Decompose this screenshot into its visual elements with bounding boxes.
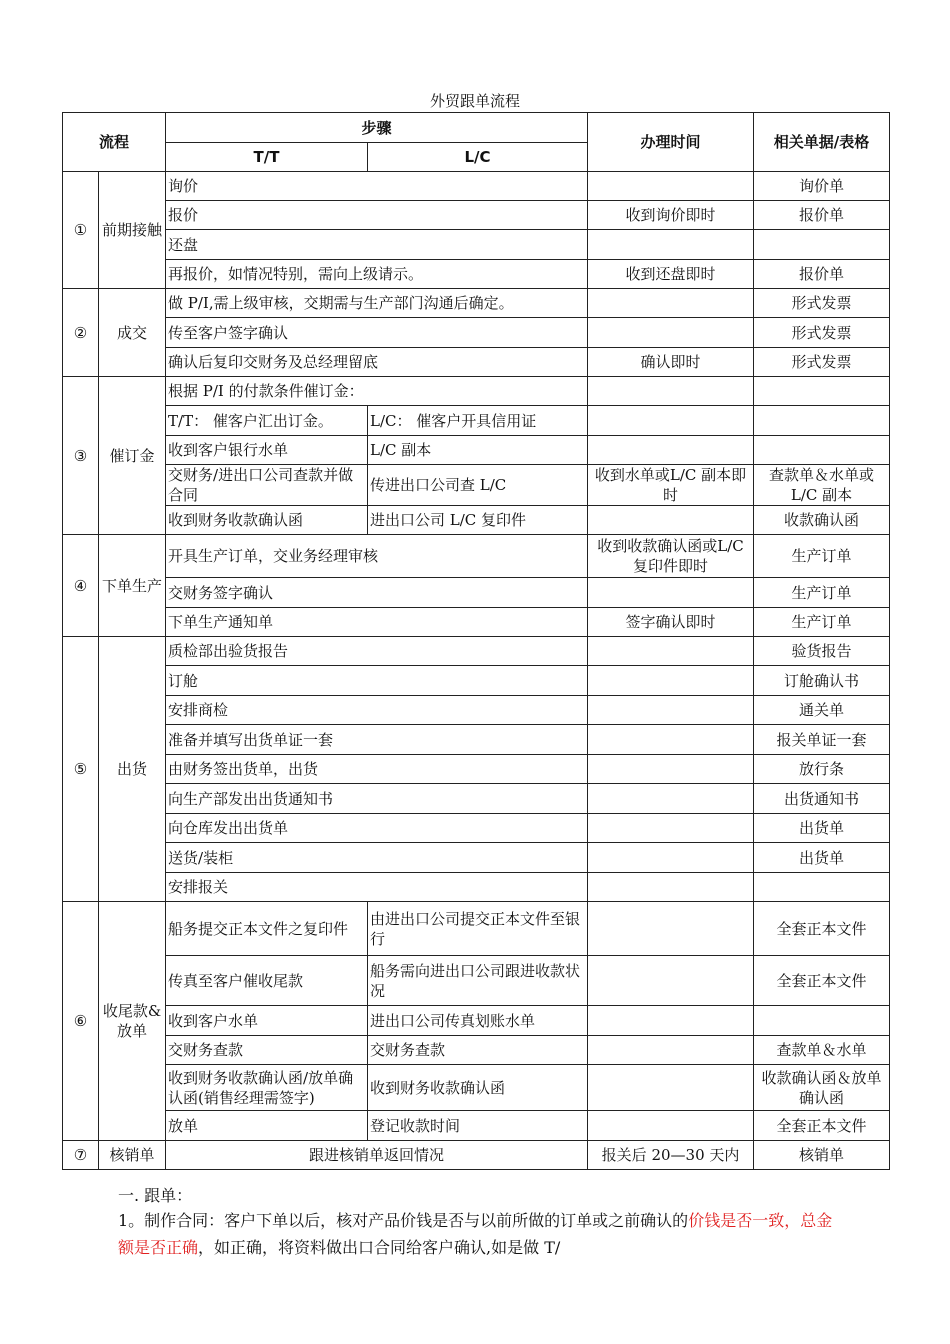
- step-text: 确认后复印交财务及总经理留底: [166, 348, 588, 377]
- step-tt: 收到客户银行水单: [166, 436, 368, 465]
- handling-time: [588, 230, 754, 260]
- table-row: [63, 637, 890, 666]
- step-text: 跟进核销单返回情况: [166, 1141, 588, 1170]
- handling-time: 收到还盘即时: [588, 260, 754, 289]
- related-doc: 收款确认函＆放单确认函: [754, 1065, 890, 1111]
- table-row: [63, 230, 890, 260]
- stage-name: 下单生产: [99, 535, 166, 637]
- footer-para-end: ，如正确，将资料做出口合同给客户确认,如是做 T/: [198, 1238, 561, 1257]
- related-doc: 报价单: [754, 260, 890, 289]
- step-text: 开具生产订单，交业务经理审核: [166, 535, 588, 578]
- header-flow: 流程: [63, 113, 166, 172]
- table-row: [63, 956, 890, 1006]
- handling-time: [588, 1006, 754, 1036]
- related-doc: 收款确认函: [754, 506, 890, 535]
- handling-time: [588, 436, 754, 465]
- table-row: [63, 578, 890, 608]
- handling-time: [588, 377, 754, 406]
- step-text: 下单生产通知单: [166, 608, 588, 637]
- stage-number: ②: [63, 289, 99, 377]
- step-text: 再报价，如情况特别，需向上级请示。: [166, 260, 588, 289]
- handling-time: [588, 902, 754, 956]
- table-row: [63, 318, 890, 348]
- handling-time: [588, 956, 754, 1006]
- handling-time: [588, 755, 754, 784]
- step-text: 做 P/I,需上级审核，交期需与生产部门沟通后确定。: [166, 289, 588, 318]
- step-text: 订舱: [166, 666, 588, 696]
- step-lc: 由进出口公司提交正本文件至银行: [368, 902, 588, 956]
- table-row: [63, 1036, 890, 1065]
- table-row: [63, 260, 890, 289]
- table-row: [63, 814, 890, 843]
- handling-time: 收到水单或L/C 副本即时: [588, 465, 754, 506]
- handling-time: [588, 318, 754, 348]
- handling-time: [588, 666, 754, 696]
- step-lc: 收到财务收款确认函: [368, 1065, 588, 1111]
- step-lc: 交财务查款: [368, 1036, 588, 1065]
- stage-number: ①: [63, 172, 99, 289]
- stage-number: ③: [63, 377, 99, 535]
- related-doc: 全套正本文件: [754, 1111, 890, 1141]
- table-row: [63, 506, 890, 535]
- handling-time: [588, 784, 754, 814]
- flow-table: [62, 112, 890, 1170]
- table-row: [63, 608, 890, 637]
- step-lc: 登记收款时间: [368, 1111, 588, 1141]
- stage-name: 收尾款&放单: [99, 902, 166, 1141]
- related-doc: 生产订单: [754, 578, 890, 608]
- step-tt: 收到财务收款确认函: [166, 506, 368, 535]
- related-doc: 报关单证一套: [754, 725, 890, 755]
- table-row: [63, 1065, 890, 1111]
- table-row: [63, 172, 890, 201]
- handling-time: [588, 873, 754, 902]
- step-lc: 船务需向进出口公司跟进收款状况: [368, 956, 588, 1006]
- table-row: [63, 436, 890, 465]
- step-text: 报价: [166, 201, 588, 230]
- related-doc: 询价单: [754, 172, 890, 201]
- step-tt: 船务提交正本文件之复印件: [166, 902, 368, 956]
- table-row: [63, 696, 890, 725]
- footer-paragraph: [118, 1207, 838, 1261]
- table-row: [63, 465, 890, 506]
- handling-time: [588, 1065, 754, 1111]
- stage-name: 核销单: [99, 1141, 166, 1170]
- step-text: 向仓库发出出货单: [166, 814, 588, 843]
- handling-time: [588, 696, 754, 725]
- header-time: 办理时间: [588, 113, 754, 172]
- page-title: 外贸跟单流程: [429, 92, 520, 110]
- handling-time: [588, 725, 754, 755]
- table-row: [63, 289, 890, 318]
- stage-name: 前期接触: [99, 172, 166, 289]
- table-row: [63, 873, 890, 902]
- step-text: 还盘: [166, 230, 588, 260]
- handling-time: 收到询价即时: [588, 201, 754, 230]
- table-row: [63, 902, 890, 956]
- step-text: 质检部出验货报告: [166, 637, 588, 666]
- related-doc: 形式发票: [754, 348, 890, 377]
- step-text: 传至客户签字确认: [166, 318, 588, 348]
- step-text: 交财务签字确认: [166, 578, 588, 608]
- stage-number: ④: [63, 535, 99, 637]
- table-row: [63, 843, 890, 873]
- footer-para-start: 1。制作合同：客户下单以后，核对产品价钱是否与以前所做的订单或之前确认的: [118, 1211, 689, 1230]
- handling-time: 确认即时: [588, 348, 754, 377]
- related-doc: 查款单＆水单或 L/C 副本: [754, 465, 890, 506]
- handling-time: [588, 406, 754, 436]
- related-doc: 验货报告: [754, 637, 890, 666]
- stage-number: ⑦: [63, 1141, 99, 1170]
- step-text: 根据 P/I 的付款条件催订金：: [166, 377, 588, 406]
- stage-name: 催订金: [99, 377, 166, 535]
- handling-time: 报关后 20—30 天内: [588, 1141, 754, 1170]
- related-doc: 形式发票: [754, 318, 890, 348]
- step-text: 准备并填写出货单证一套: [166, 725, 588, 755]
- step-lc: 进出口公司传真划账水单: [368, 1006, 588, 1036]
- related-doc: [754, 406, 890, 436]
- header-lc: L/C: [368, 143, 588, 172]
- related-doc: 报价单: [754, 201, 890, 230]
- handling-time: [588, 289, 754, 318]
- step-lc: 传进出口公司查 L/C: [368, 465, 588, 506]
- step-tt: 交财务查款: [166, 1036, 368, 1065]
- stage-name: 出货: [99, 637, 166, 902]
- header-row-1: [63, 113, 890, 143]
- stage-number: ⑤: [63, 637, 99, 902]
- step-tt: 传真至客户催收尾款: [166, 956, 368, 1006]
- step-text: 送货/装柜: [166, 843, 588, 873]
- table-row: [63, 725, 890, 755]
- related-doc: 核销单: [754, 1141, 890, 1170]
- handling-time: [588, 172, 754, 201]
- handling-time: [588, 506, 754, 535]
- table-row: [63, 377, 890, 406]
- related-doc: 生产订单: [754, 535, 890, 578]
- step-text: 由财务签出货单，出货: [166, 755, 588, 784]
- step-text: 向生产部发出出货通知书: [166, 784, 588, 814]
- step-lc: L/C 副本: [368, 436, 588, 465]
- table-row: [63, 784, 890, 814]
- step-tt: T/T： 催客户汇出订金。: [166, 406, 368, 436]
- step-lc: L/C： 催客户开具信用证: [368, 406, 588, 436]
- related-doc: 全套正本文件: [754, 956, 890, 1006]
- related-doc: [754, 436, 890, 465]
- table-row: [63, 1111, 890, 1141]
- step-tt: 收到客户水单: [166, 1006, 368, 1036]
- related-doc: 形式发票: [754, 289, 890, 318]
- handling-time: 签字确认即时: [588, 608, 754, 637]
- handling-time: 收到收款确认函或L/C 复印件即时: [588, 535, 754, 578]
- related-doc: [754, 873, 890, 902]
- header-docs: 相关单据/表格: [754, 113, 890, 172]
- stage-number: ⑥: [63, 902, 99, 1141]
- related-doc: 出货单: [754, 814, 890, 843]
- related-doc: 通关单: [754, 696, 890, 725]
- handling-time: [588, 1036, 754, 1065]
- table-row: [63, 535, 890, 578]
- stage-name: 成交: [99, 289, 166, 377]
- related-doc: [754, 377, 890, 406]
- handling-time: [588, 814, 754, 843]
- table-row: [63, 666, 890, 696]
- table-row: [63, 755, 890, 784]
- related-doc: [754, 230, 890, 260]
- step-tt: 放单: [166, 1111, 368, 1141]
- related-doc: 订舱确认书: [754, 666, 890, 696]
- related-doc: 全套正本文件: [754, 902, 890, 956]
- related-doc: [754, 1006, 890, 1036]
- header-steps: 步骤: [166, 113, 588, 143]
- header-tt: T/T: [166, 143, 368, 172]
- step-text: 询价: [166, 172, 588, 201]
- step-tt: 交财务/进出口公司查款并做合同: [166, 465, 368, 506]
- handling-time: [588, 843, 754, 873]
- related-doc: 查款单＆水单: [754, 1036, 890, 1065]
- footer-para-highlight: 价钱是否一致，总金额是否正确: [118, 1211, 833, 1257]
- table-row: [63, 406, 890, 436]
- table-row: [63, 348, 890, 377]
- related-doc: 出货单: [754, 843, 890, 873]
- related-doc: 放行条: [754, 755, 890, 784]
- table-row: [63, 1006, 890, 1036]
- table-row: [63, 201, 890, 230]
- handling-time: [588, 637, 754, 666]
- step-tt: 收到财务收款确认函/放单确认函(销售经理需签字): [166, 1065, 368, 1111]
- step-text: 安排报关: [166, 873, 588, 902]
- related-doc: 生产订单: [754, 608, 890, 637]
- handling-time: [588, 1111, 754, 1141]
- handling-time: [588, 578, 754, 608]
- table-row: [63, 1141, 890, 1170]
- footer-heading: 一. 跟单：: [118, 1186, 193, 1205]
- related-doc: 出货通知书: [754, 784, 890, 814]
- step-text: 安排商检: [166, 696, 588, 725]
- step-lc: 进出口公司 L/C 复印件: [368, 506, 588, 535]
